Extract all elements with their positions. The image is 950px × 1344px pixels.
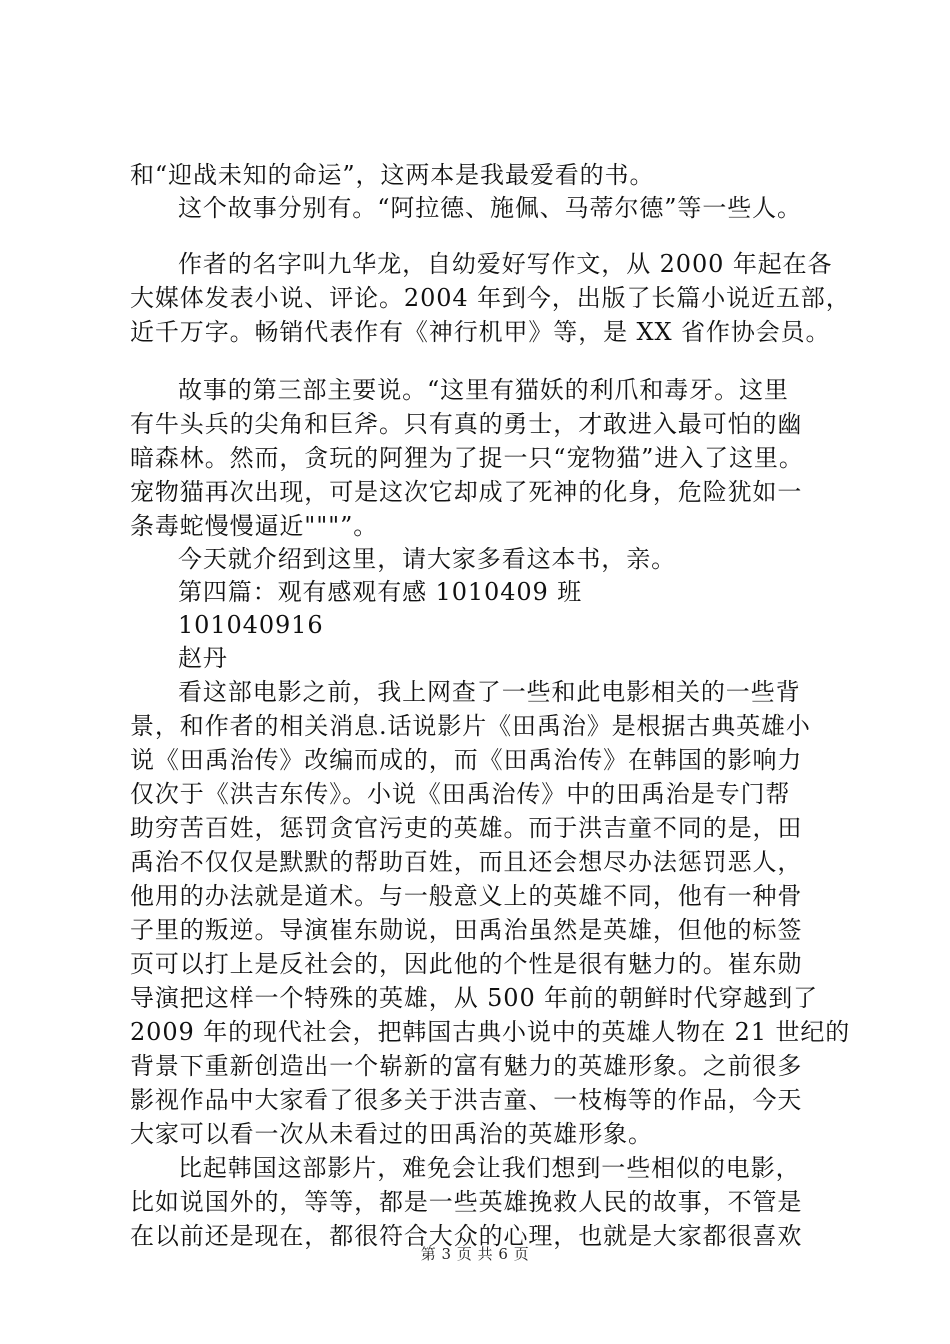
- text-line: 条毒蛇慢慢逼近"""”。: [130, 512, 379, 540]
- text-line: 助穷苦百姓，惩罚贪官污吏的英雄。而于洪吉童不同的是，田: [130, 814, 803, 842]
- text-line: 比起韩国这部影片，难免会让我们想到一些相似的电影，: [178, 1154, 801, 1182]
- text-line: 大家可以看一次从未看过的田禹治的英雄形象。: [130, 1120, 653, 1148]
- text-line: 在以前还是现在，都很符合大众的心理，也就是大家都很喜欢: [130, 1222, 803, 1250]
- text-line: 近千万字。畅销代表作有《神行机甲》等，是 XX 省作协会员。: [130, 318, 831, 346]
- text-line: 页可以打上是反社会的，因此他的个性是很有魅力的。崔东勋: [130, 950, 803, 978]
- text-line: 禹治不仅仅是默默的帮助百姓，而且还会想尽办法惩罚恶人，: [130, 848, 803, 876]
- text-line: 他用的办法就是道术。与一般意义上的英雄不同，他有一种骨: [130, 882, 803, 910]
- text-line: 故事的第三部主要说。“这里有猫妖的利爪和毒牙。这里: [178, 376, 789, 404]
- text-line: 宠物猫再次出现，可是这次它却成了死神的化身，危险犹如一: [130, 478, 803, 506]
- text-line: 影视作品中大家看了很多关于洪吉童、一枝梅等的作品，今天: [130, 1086, 803, 1114]
- text-line: 暗森林。然而，贪玩的阿狸为了捉一只“宠物猫”进入了这里。: [130, 444, 804, 472]
- text-line: 2009 年的现代社会，把韩国古典小说中的英雄人物在 21 世纪的: [130, 1018, 851, 1046]
- text-line: 导演把这样一个特殊的英雄，从 500 年前的朝鲜时代穿越到了: [130, 984, 819, 1012]
- text-line: 今天就介绍到这里，请大家多看这本书，亲。: [178, 545, 676, 573]
- text-line: 背景下重新创造出一个崭新的富有魅力的英雄形象。之前很多: [130, 1052, 803, 1080]
- page-footer: 第 3 页 共 6 页: [420, 1245, 530, 1263]
- text-line: 仅次于《洪吉东传》。小说《田禹治传》中的田禹治是专门帮: [130, 780, 791, 808]
- text-line: 大媒体发表小说、评论。2004 年到今，出版了长篇小说近五部，: [130, 284, 851, 312]
- text-line: 子里的叛逆。导演崔东勋说，田禹治虽然是英雄，但他的标签: [130, 916, 803, 944]
- text-line: 作者的名字叫九华龙，自幼爱好写作文，从 2000 年起在各: [178, 250, 833, 278]
- text-line: 比如说国外的，等等，都是一些英雄挽救人民的故事，不管是: [130, 1188, 803, 1216]
- text-line: 景，和作者的相关消息.话说影片《田禹治》是根据古典英雄小: [130, 712, 811, 740]
- text-line: 有牛头兵的尖角和巨斧。只有真的勇士，才敢进入最可怕的幽: [130, 410, 803, 438]
- text-line: 101040916: [178, 611, 324, 639]
- text-line: 和“迎战未知的命运”，这两本是我最爱看的书。: [130, 161, 655, 189]
- text-line: 说《田禹治传》改编而成的，而《田禹治传》在韩国的影响力: [130, 746, 803, 774]
- text-line: 这个故事分别有。“阿拉德、施佩、马蒂尔德”等一些人。: [178, 194, 802, 222]
- text-line: 赵丹: [178, 644, 228, 672]
- text-line: 第四篇：观有感观有感 1010409 班: [178, 578, 583, 606]
- text-line: 看这部电影之前，我上网查了一些和此电影相关的一些背: [178, 678, 801, 706]
